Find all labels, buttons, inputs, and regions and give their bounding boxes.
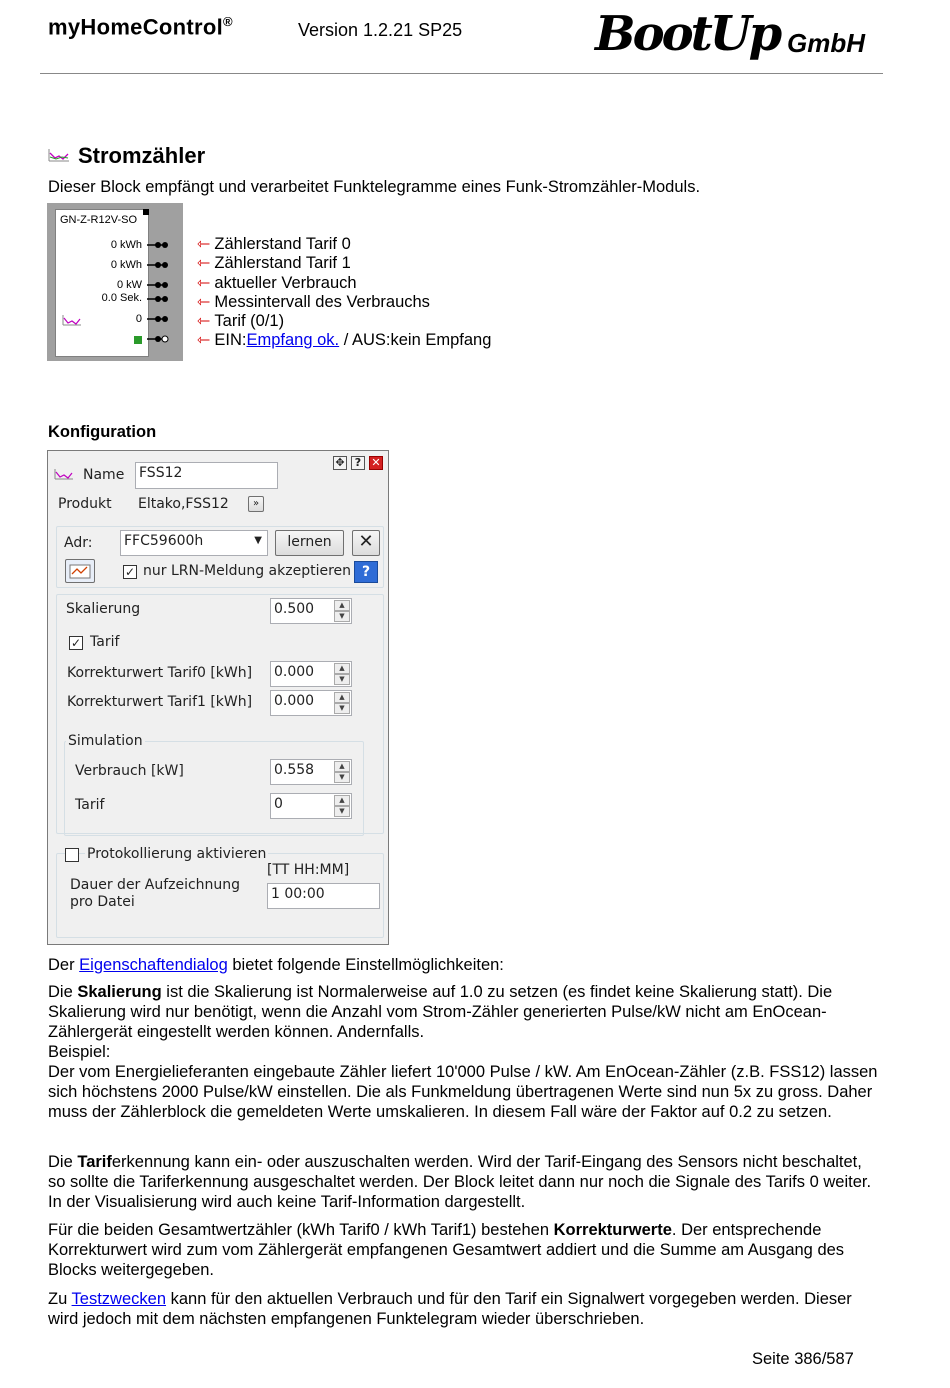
logo-mark: BootUp (595, 6, 780, 62)
output-description-text: Zählerstand Tarif 0 (214, 235, 351, 253)
text-run: . Der entsprechende Korrekturwert wird zum vom Zählergerät empfangenen Gesamtwert addiert und die Summe am Ausgang des Blocks weitergegeben. (48, 1221, 845, 1279)
left-arrow-icon: ⇽ (197, 236, 211, 253)
learn-button[interactable]: lernen (275, 530, 344, 556)
block-chart-icon (62, 314, 82, 326)
output-pin-icon (147, 314, 169, 324)
duration-unit-label: [TT HH:MM] (267, 862, 350, 878)
block-title: GN-Z-R12V-SO (60, 214, 138, 226)
spinner-icon[interactable]: ▲ ▼ (334, 761, 350, 783)
correction1-field[interactable] (270, 690, 352, 716)
correction0-value: 0.000 (274, 664, 315, 680)
output-descriptions (197, 235, 491, 350)
output-description (197, 293, 491, 312)
scaling-label: Skalierung (66, 601, 141, 617)
product-name-text: myHomeControl (48, 14, 224, 40)
paragraph-correction (48, 1220, 883, 1280)
function-block-graphic (47, 203, 183, 361)
page-number: Seite 386/587 (752, 1350, 854, 1368)
text-run: Die (48, 983, 78, 1001)
delete-address-icon[interactable]: ✕ (352, 530, 380, 556)
text-run: ist die Skalierung ist Normalerweise auf 1.0 zu setzen (es findet keine Skalierung statt). Die Skalierung wird nur benötigt, wenn die Anzahl vom Strom-Zähler generierten Pulse/kW nicht am EnOcean-Zählergerät eingestellt werden können. Andernfalls. (48, 983, 833, 1041)
text-run: kann für den aktuellen Verbrauch und für den Tarif ein Signalwert vorgegeben werden. Dieser wird jedoch mit dem nächsten empfangenen Funktelegram wieder überschrieben. (48, 1290, 852, 1328)
close-icon[interactable]: ✕ (369, 456, 383, 470)
output-description (197, 274, 491, 293)
output-description-text: EIN: (214, 331, 247, 349)
duration-label-line2: pro Datei (70, 894, 135, 910)
output-description-text: aktueller Verbrauch (214, 274, 357, 292)
correction0-label: Korrekturwert Tarif0 [kWh] (67, 665, 253, 681)
paragraph-intro (48, 955, 883, 975)
address-select[interactable] (120, 530, 268, 556)
block-output-label: 0.0 Sek. (101, 292, 142, 304)
paragraph-tarif (48, 1152, 883, 1212)
sim-tarif-label: Tarif (75, 797, 105, 813)
sim-consumption-value: 0.558 (274, 762, 315, 778)
block-output-label: 0 kWh (110, 259, 142, 271)
output-description-text: Messintervall des Verbrauchs (214, 293, 430, 311)
correction1-label: Korrekturwert Tarif1 [kWh] (67, 694, 253, 710)
left-arrow-icon: ⇽ (197, 275, 211, 292)
scaling-field[interactable] (270, 598, 352, 624)
tarif-label: Tarif (90, 634, 120, 650)
block-output-label: 0 kW (116, 279, 142, 291)
info-help-icon[interactable]: ? (354, 561, 378, 583)
text-run: bietet folgende Einstellmöglichkeiten: (227, 956, 504, 974)
block-output-label: 0 (135, 313, 142, 325)
left-arrow-icon: ⇽ (197, 255, 211, 272)
bold-term: Skalierung (77, 983, 162, 1001)
spinner-icon[interactable]: ▲ ▼ (334, 600, 350, 622)
sim-tarif-value: 0 (274, 796, 283, 812)
help-icon[interactable]: ? (351, 456, 365, 470)
bold-term: Korrekturwerte (553, 1221, 672, 1239)
output-pin-icon (147, 240, 169, 250)
output-pin-icon (147, 260, 169, 270)
paragraph-scaling (48, 982, 883, 1122)
product-value: Eltako,FSS12 (138, 496, 229, 512)
text-run: erkennung kann ein- oder auszuschalten werden. Wird der Tarif-Eingang des Sensors nicht beschaltet, so sollte die Tariferkennung ausgeschaltet werden. Der Block leitet dann nur noch die Signale des Tarifs 0 weiter. In der Visualisierung wird auch keine Tarif-Information dargestellt. (48, 1153, 872, 1211)
properties-dialog-link[interactable]: Eigenschaftendialog (79, 956, 228, 974)
spinner-icon[interactable]: ▲ ▼ (334, 692, 350, 714)
block-output-label: 0 kWh (110, 239, 142, 251)
duration-field[interactable]: 1 00:00 (267, 883, 380, 909)
lrn-only-checkbox[interactable]: ✓ (124, 565, 136, 579)
version-label: Version 1.2.21 SP25 (298, 20, 463, 40)
meter-chart-icon (54, 468, 74, 480)
spinner-icon[interactable]: ▲ ▼ (334, 795, 350, 817)
registered-mark: ® (223, 14, 233, 29)
paragraph-testing (48, 1289, 883, 1329)
tarif-checkbox[interactable]: ✓ (70, 636, 82, 650)
logging-checkbox[interactable] (65, 848, 79, 862)
example-label: Beispiel: (48, 1043, 111, 1061)
address-label: Adr: (64, 535, 93, 551)
chart-settings-icon[interactable] (65, 559, 95, 583)
output-description (197, 312, 491, 331)
output-description-text: / AUS:kein Empfang (339, 331, 492, 349)
example-text: Der vom Energielieferanten eingebaute Zähler liefert 10'000 Pulse / kW. Am EnOcean-Zähler (z.B. FSS12) lassen sich höchstens 2000 Pulse/kW einstellen. Die als Funkmeldung übertragenen Werte sind nun 5x zu gross. Daher muss der Zählerblock die gemeldeten Werte umskalieren. In diesem Fall wäre der Faktor auf 0.2 zu setzen. (48, 1063, 878, 1121)
text-run: Zu (48, 1290, 72, 1308)
product-name (48, 14, 233, 40)
output-description (197, 254, 491, 273)
output-description (197, 235, 491, 254)
sim-consumption-label: Verbrauch [kW] (75, 763, 184, 779)
section-intro: Dieser Block empfängt und verarbeitet Funktelegramme eines Funk-Stromzähler-Moduls. (48, 178, 701, 196)
name-field[interactable]: FSS12 (135, 462, 278, 489)
correction1-value: 0.000 (274, 693, 315, 709)
name-label: Name (83, 467, 125, 483)
output-description-text: Tarif (0/1) (214, 312, 285, 330)
simulation-group (64, 741, 364, 836)
address-select-value: FFC59600h (124, 533, 204, 549)
company-logo (595, 8, 885, 68)
left-arrow-icon: ⇽ (197, 313, 211, 330)
scaling-value: 0.500 (274, 601, 315, 617)
output-pin-icon (147, 294, 169, 304)
sim-tarif-field[interactable] (270, 793, 352, 819)
configuration-heading: Konfiguration (48, 423, 157, 441)
spinner-icon[interactable]: ▲ ▼ (334, 663, 350, 685)
output-pin-icon (147, 280, 169, 290)
product-label: Produkt (58, 496, 112, 512)
empfang-ok-link[interactable]: Empfang ok. (246, 331, 340, 349)
left-arrow-icon: ⇽ (197, 332, 211, 349)
text-run: Der (48, 956, 80, 974)
properties-dialog (47, 450, 389, 945)
block-corner-marker (143, 209, 149, 215)
section-title: Stromzähler (78, 143, 206, 168)
text-run: Für die beiden Gesamtwertzähler (kWh Tarif0 / kWh Tarif1) bestehen (48, 1221, 554, 1239)
logo-suffix: GmbH (787, 28, 865, 58)
left-arrow-icon: ⇽ (197, 294, 211, 311)
status-led-icon (134, 336, 142, 344)
chevron-down-icon: ▼ (254, 535, 262, 546)
block-body (55, 209, 149, 357)
output-description (197, 331, 491, 350)
lrn-only-label: nur LRN-Meldung akzeptieren (143, 563, 352, 579)
correction0-field[interactable] (270, 661, 352, 687)
bold-term: Tarif (77, 1153, 112, 1171)
duration-label: Dauer der Aufzeichnung (70, 877, 241, 893)
logging-label: Protokollierung aktivieren (87, 846, 267, 862)
digital-output-pin-icon (147, 334, 169, 344)
move-icon[interactable]: ✥ (333, 456, 347, 470)
simulation-label: Simulation (68, 733, 143, 749)
text-run: Die (48, 1153, 78, 1171)
meter-chart-icon (48, 148, 70, 162)
test-purposes-link[interactable]: Testzwecken (71, 1290, 167, 1308)
sim-consumption-field[interactable] (270, 759, 352, 785)
output-description-text: Zählerstand Tarif 1 (214, 254, 351, 272)
header-divider (40, 73, 883, 74)
product-details-button[interactable]: » (248, 496, 264, 512)
